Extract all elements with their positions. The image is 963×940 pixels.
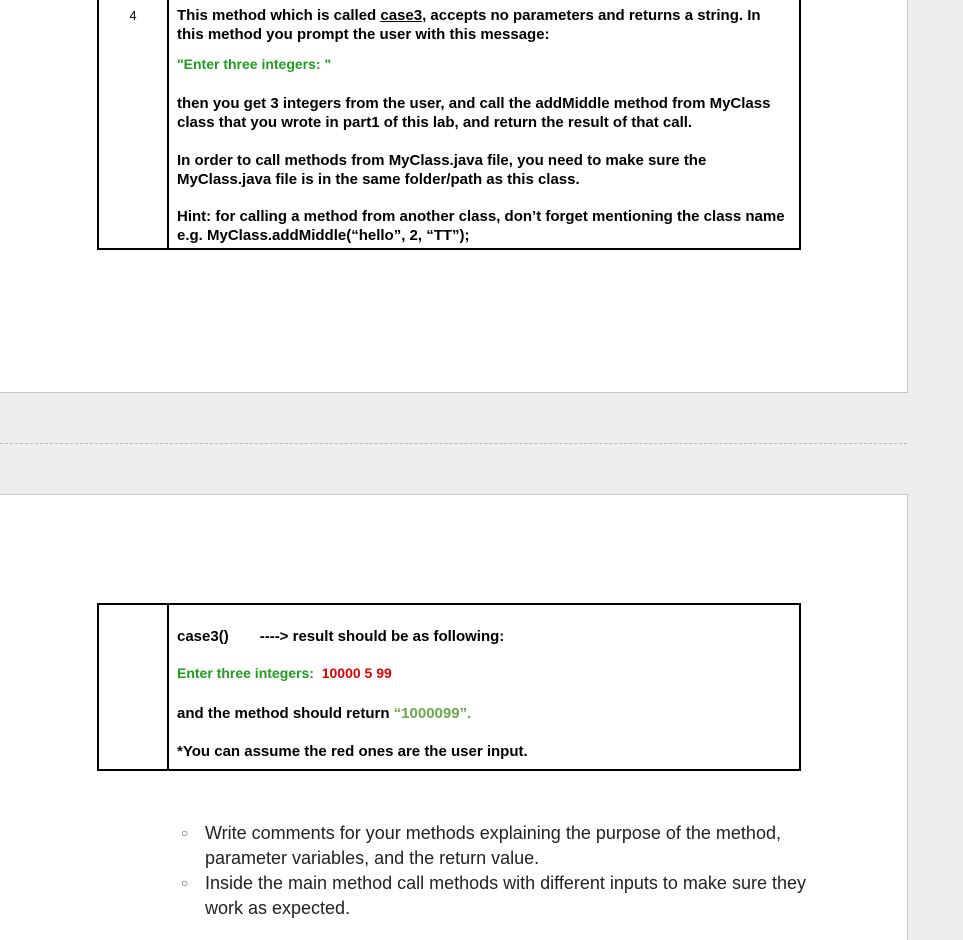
circle-bullet-icon: ○ bbox=[181, 876, 189, 890]
example-return-line: and the method should return “1000099”. bbox=[177, 705, 472, 722]
list-item bbox=[180, 871, 820, 921]
folder-note-paragraph: In order to call methods from MyClass.java file, you need to make sure the MyClass.java file is in the same folder/path as this class. bbox=[177, 152, 707, 188]
prompt-message: "Enter three integers: " bbox=[177, 56, 332, 72]
page-break-line bbox=[0, 443, 907, 444]
example-output-table bbox=[97, 603, 801, 771]
list-item-text: Inside the main method call methods with different inputs to make sure they work as expected. bbox=[205, 873, 806, 918]
requirements-list bbox=[180, 821, 820, 921]
step-number: 4 bbox=[129, 8, 137, 23]
example-return-value: “1000099”. bbox=[393, 705, 472, 722]
example-call: case3() bbox=[177, 628, 229, 645]
step-description-cell bbox=[168, 0, 800, 249]
step-4-table bbox=[97, 0, 801, 250]
method-intro-paragraph: This method which is called case3, accepts no parameters and returns a string. In this method you prompt the user with this message: bbox=[177, 7, 761, 43]
instruction-paragraph: then you get 3 integers from the user, and call the addMiddle method from MyClass class that you wrote in part1 of this lab, and return the result of that call. bbox=[177, 95, 771, 131]
list-item-text: Write comments for your methods explaining the purpose of the method, parameter variables, and the return value. bbox=[205, 823, 781, 868]
circle-bullet-icon: ○ bbox=[181, 826, 189, 840]
example-content-cell bbox=[168, 604, 800, 770]
example-user-input: 10000 5 99 bbox=[321, 665, 392, 681]
list-item bbox=[180, 821, 820, 871]
assumption-note: *You can assume the red ones are the user input. bbox=[177, 743, 528, 760]
step-number-cell bbox=[98, 0, 168, 249]
example-arrow-text: ----> result should be as following: bbox=[259, 628, 505, 645]
method-name: case3 bbox=[380, 7, 423, 24]
example-number-cell bbox=[98, 604, 168, 770]
example-prompt-label: Enter three integers: bbox=[177, 665, 314, 681]
example-prompt-line bbox=[177, 664, 791, 683]
example-call-line bbox=[177, 627, 791, 646]
hint-paragraph: Hint: for calling a method from another class, don’t forget mentioning the class name e.g. MyClass.addMiddle(“hello”, 2, “TT”); bbox=[177, 208, 785, 244]
